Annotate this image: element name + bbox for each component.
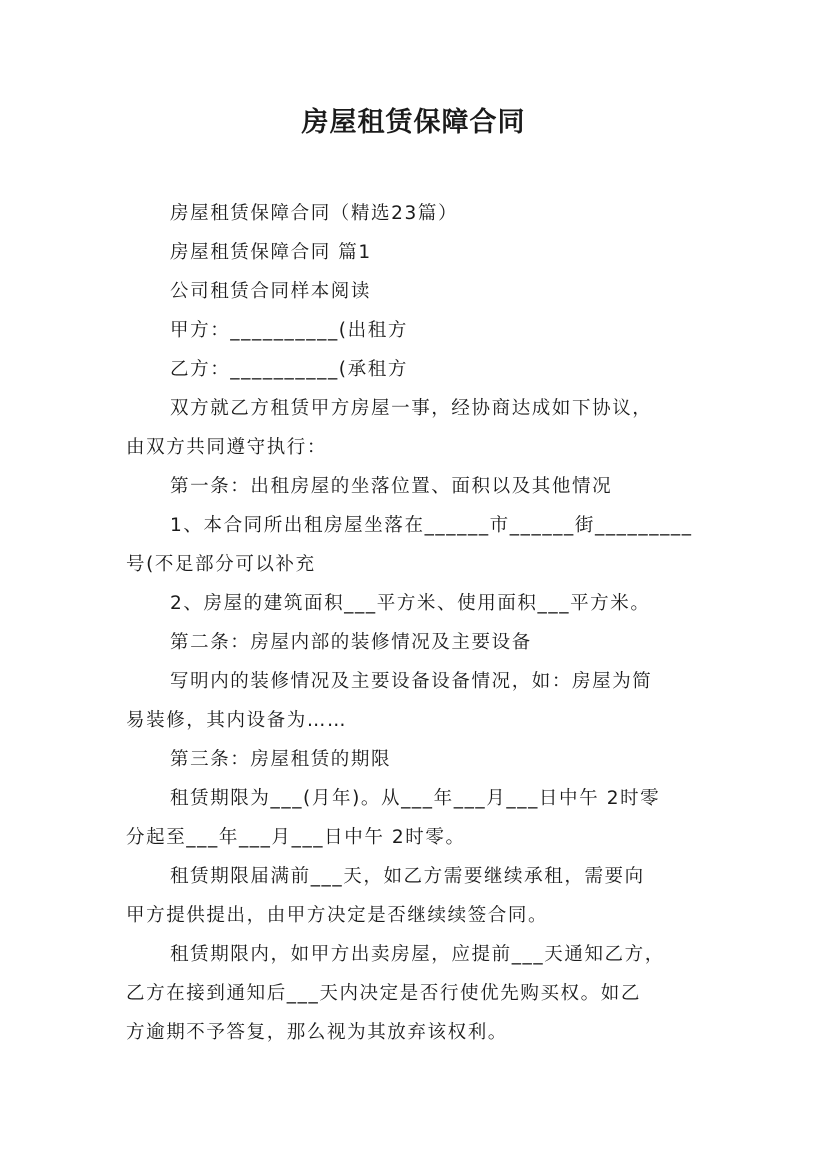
paragraph-line: 由双方共同遵守执行： xyxy=(126,437,328,458)
paragraph-line: 租赁期限届满前___天，如乙方需要继续承租，需要向 xyxy=(170,866,645,887)
party-b-line: 乙方：__________(承租方 xyxy=(170,359,408,380)
article-heading: 第三条：房屋租赁的期限 xyxy=(170,749,392,770)
paragraph-line: 甲方提供提出，由甲方决定是否继续续签合同。 xyxy=(126,905,549,926)
paragraph-line: 易装修，其内设备为…… xyxy=(126,710,348,731)
paragraph-line: 1、本合同所出租房屋坐落在______市______街_________ xyxy=(170,515,693,536)
paragraph-line: 号(不足部分可以补充 xyxy=(126,554,316,575)
paragraph-line: 方逾期不予答复，那么视为其放弃该权利。 xyxy=(126,1022,508,1043)
paragraph-line: 租赁期限为___(月年)。从___年___月___日中午 2时零 xyxy=(170,788,661,809)
article-heading: 第一条：出租房屋的坐落位置、面积以及其他情况 xyxy=(170,476,613,497)
paragraph-line: 2、房屋的建筑面积___平方米、使用面积___平方米。 xyxy=(170,593,651,614)
party-a-line: 甲方：__________(出租方 xyxy=(170,320,408,341)
paragraph-line: 租赁期限内，如甲方出卖房屋，应提前___天通知乙方， xyxy=(170,944,665,965)
subtitle-line: 房屋租赁保障合同（精选23篇） xyxy=(170,203,459,224)
paragraph-line: 分起至___年___月___日中午 2时零。 xyxy=(126,827,466,848)
section-heading: 房屋租赁保障合同 篇1 xyxy=(170,242,372,263)
paragraph-line: 双方就乙方租赁甲方房屋一事，经协商达成如下协议， xyxy=(170,398,653,419)
paragraph-line: 公司租赁合同样本阅读 xyxy=(170,281,372,302)
document-title: 房屋租赁保障合同 xyxy=(301,107,526,138)
article-heading: 第二条：房屋内部的装修情况及主要设备 xyxy=(170,632,532,653)
paragraph-line: 写明内的装修情况及主要设备设备情况，如：房屋为简 xyxy=(170,671,653,692)
paragraph-line: 乙方在接到通知后___天内决定是否行使优先购买权。如乙 xyxy=(126,983,641,1004)
